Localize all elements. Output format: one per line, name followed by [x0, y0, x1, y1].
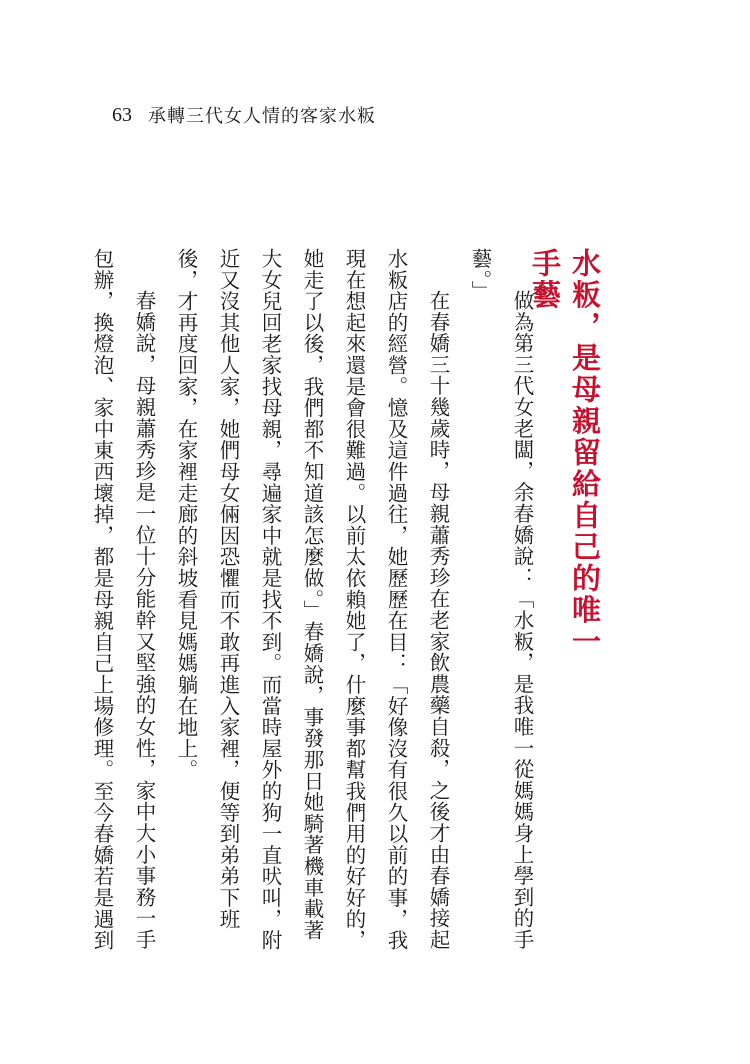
body-line: 做為第三代女老闆，余春嬌說：「水粄，是我唯一從媽媽身上學到的手 [510, 290, 534, 951]
page-number: 63 [112, 103, 132, 126]
running-title: 承轉三代女人情的客家水粄 [148, 106, 376, 127]
body-line: 春嬌說，母親蕭秀珍是一位十分能幹又堅強的女性，家中大小事務一手 [132, 290, 156, 951]
body-line: 近又沒其他人家，她們母女倆因恐懼而不敢再進入家裡，便等到弟弟下班 [216, 248, 240, 930]
body-line: 藝。」 [468, 248, 492, 302]
page-header [112, 100, 376, 130]
body-line: 包辦，換燈泡、家中東西壞掉，都是母親自己上場修理。至今春嬌若是遇到 [90, 248, 114, 951]
body-line: 後，才再度回家，在家裡走廊的斜坡看見媽媽躺在地上。 [174, 248, 198, 781]
body-line: 在春嬌三十幾歲時，母親蕭秀珍在老家飲農藥自殺，之後才由春嬌接起 [426, 290, 450, 951]
body-line: 大女兒回老家找母親，尋遍家中就是找不到。而當時屋外的狗一直吠叫，附 [258, 248, 282, 951]
body-line: 水粄店的經營。憶及這件過往，她歷歷在目：「好像沒有很久以前的事，我 [384, 248, 408, 951]
section-heading: 水粄，是母親留給自己的唯一手藝 [528, 248, 602, 658]
body-line: 現在想起來還是會很難過。以前太依賴她了，什麼事都幫我們用的好好的， [342, 248, 366, 951]
body-line: 她走了以後，我們都不知道該怎麼做。」春嬌說，事發那日她騎著機車載著 [300, 248, 324, 941]
